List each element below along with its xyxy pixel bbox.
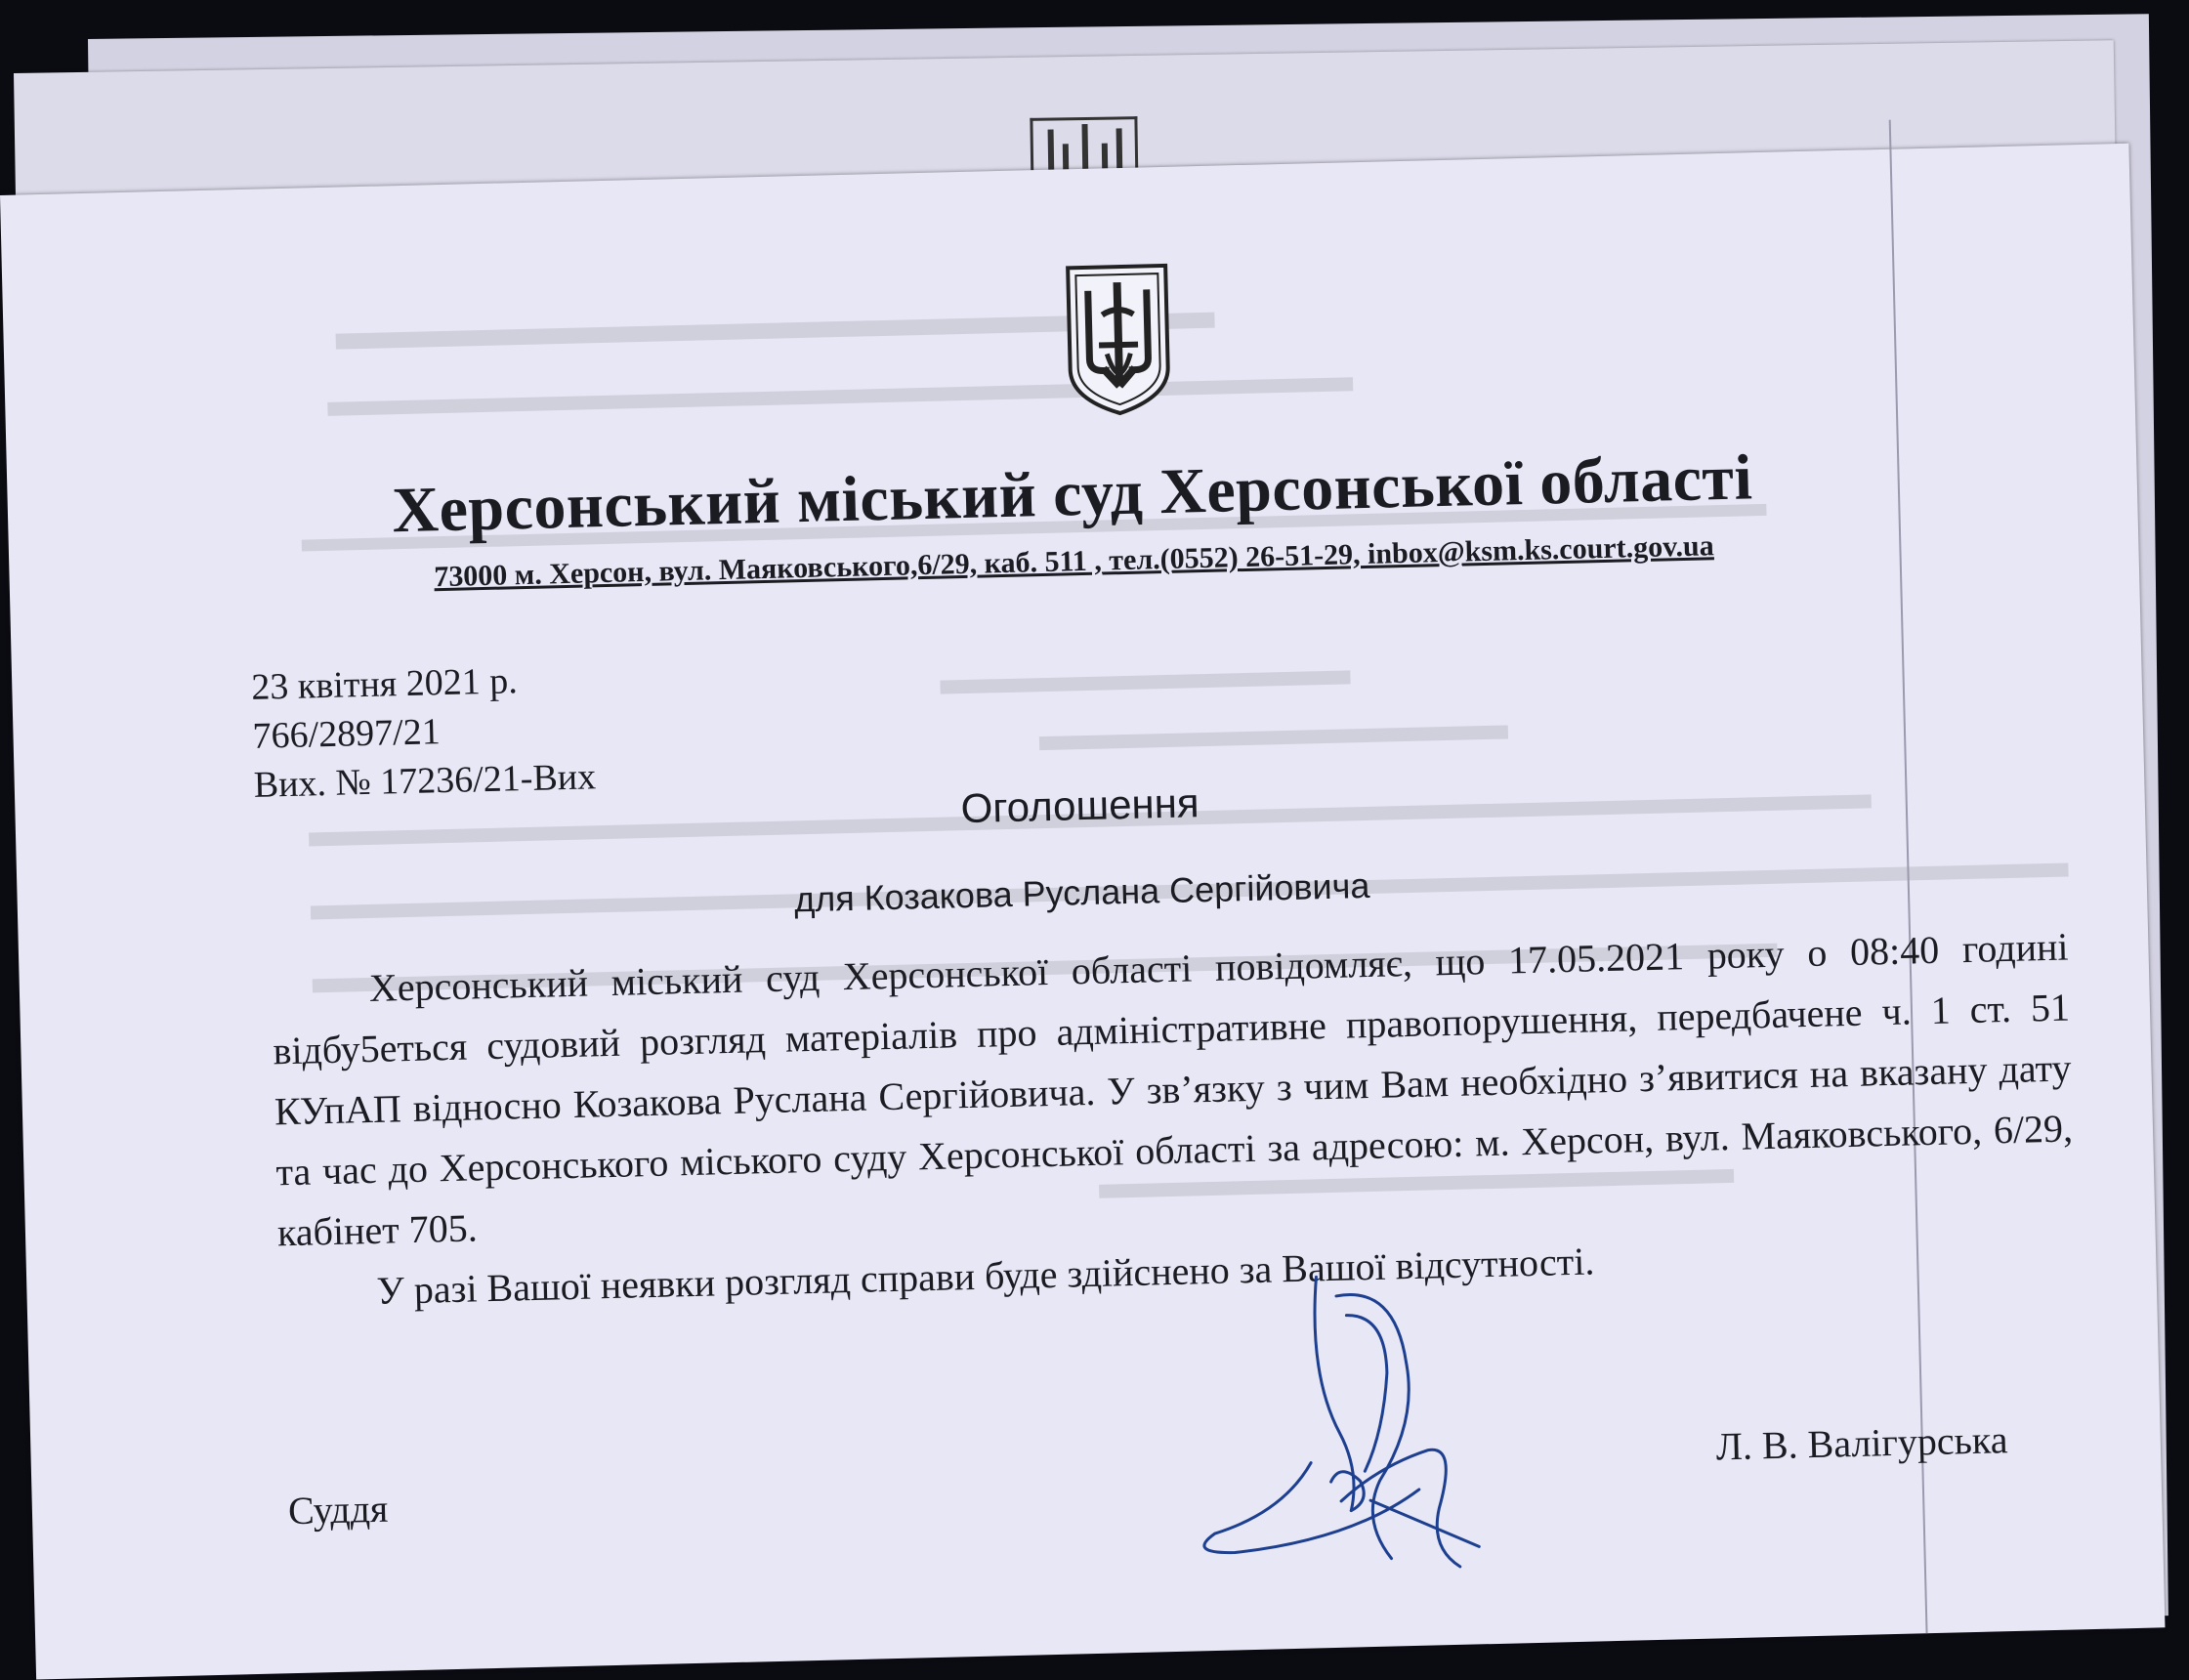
case-number: 766/2897/21 <box>252 711 442 757</box>
notice-heading: Оголошення <box>960 779 1200 832</box>
document-page <box>0 144 2165 1680</box>
handwritten-signature <box>1189 1253 1519 1583</box>
court-name: Херсонський міський суд Херсонської області <box>391 441 1754 547</box>
notice-paragraph-1: Херсонський міський суд Херсонської області повідомляє, що 17.05.2021 року о 08:40 годині відбу5еться судовий розгляд матеріалів про адміністративне правопорушення, передбачене ч. 1 ст. 51 КУпАП відносно Козакова Руслана Сергійовича. У зв’язку з чим Вам необхідно з’явитися на вказану дату та час до Херсонського міського суду Херсонської області за адресою: м. Херсон, вул. Маяковського, 6/29, кабінет 705. <box>272 924 2074 1255</box>
notice-paragraph-2: У разі Вашої неявки розгляд справи буде здійснено за Вашої відсутності. <box>375 1239 1595 1313</box>
coat-of-arms-icon <box>1062 260 1175 419</box>
document-date: 23 квітня 2021 р. <box>250 660 519 708</box>
notice-addressee: для Козакова Руслана Сергійовича <box>793 864 1370 920</box>
signer-name: Л. В. Валігурська <box>1715 1417 2008 1469</box>
outgoing-number: Вих. № 17236/21-Вих <box>253 756 597 806</box>
notice-body <box>271 917 2077 1324</box>
document-meta <box>251 654 597 810</box>
signer-title: Суддя <box>287 1486 389 1533</box>
court-address: 73000 м. Херсон, вул. Маяковського,6/29, каб. 511 , тел.(0552) 26-51-29, inbox@ksm.ks.court.gov.ua <box>433 529 1715 594</box>
